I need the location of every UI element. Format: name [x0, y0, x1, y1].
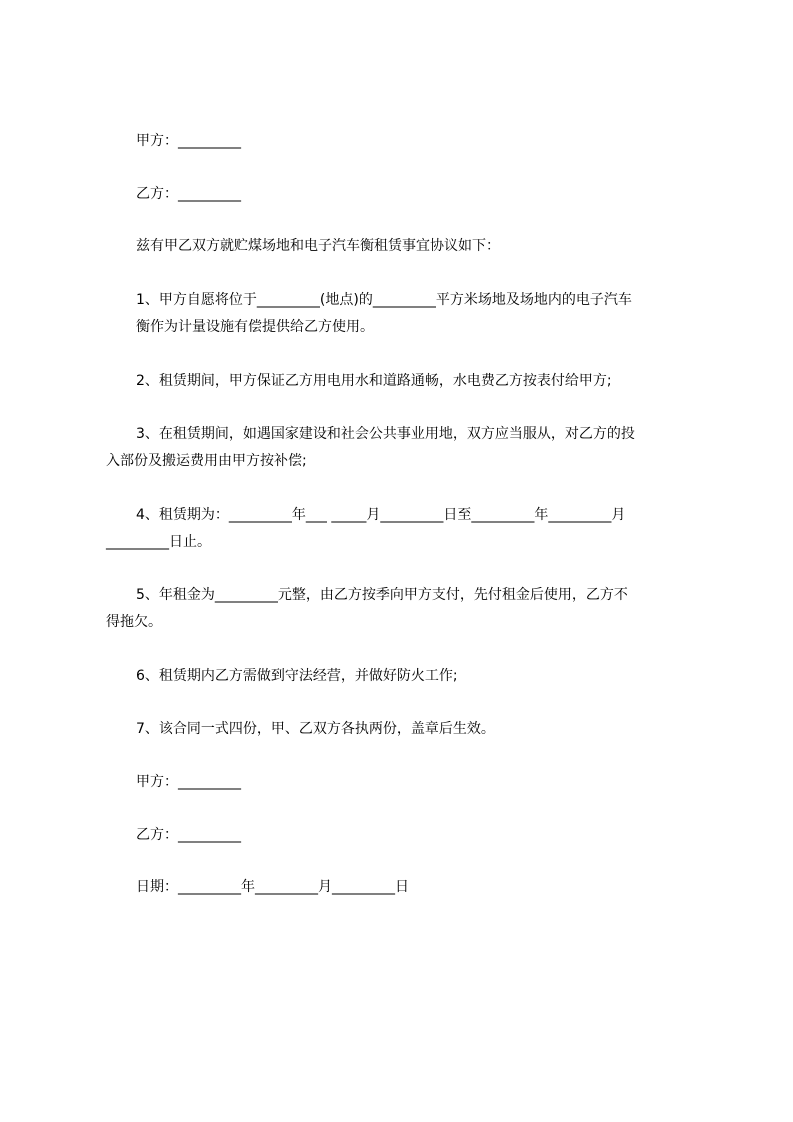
clause-5-line-1: 5、年租金为_________元整，由乙方按季向甲方支付，先付租金后使用，乙方不 — [136, 587, 628, 603]
signature-party-b: 乙方：_________ — [136, 827, 241, 843]
party-a-line: 甲方：_________ — [136, 133, 241, 149]
clause-1-line-2: 衡作为计量设施有偿提供给乙方使用。 — [136, 319, 374, 335]
signature-date: 日期：_________年_________月_________日 — [136, 879, 409, 895]
clause-3-line-1: 3、在租赁期间，如遇国家建设和社会公共事业用地，双方应当服从，对乙方的投 — [136, 426, 635, 442]
clause-4-line-2: _________日止。 — [106, 534, 211, 550]
clause-6-line-1: 6、租赁期内乙方需做到守法经营，并做好防火工作; — [136, 668, 458, 684]
clause-1-line-1: 1、甲方自愿将位于_________(地点)的_________平方米场地及场地内的电子汽车 — [136, 292, 632, 308]
intro-paragraph: 兹有甲乙双方就贮煤场地和电子汽车衡租赁事宜协议如下： — [136, 238, 500, 254]
clause-3-line-2: 入部份及搬运费用由甲方按补偿; — [106, 453, 307, 469]
clause-4-line-1: 4、租赁期为：_________年___ _____月_________日至_________年_________月 — [136, 507, 626, 523]
party-b-line: 乙方：_________ — [136, 186, 241, 202]
clause-2-line-1: 2、租赁期间，甲方保证乙方用电用水和道路通畅，水电费乙方按表付给甲方; — [136, 373, 612, 389]
signature-party-a: 甲方：_________ — [136, 774, 241, 790]
clause-7-line-1: 7、该合同一式四份，甲、乙双方各执两份，盖章后生效。 — [136, 721, 495, 737]
clause-5-line-2: 得拖欠。 — [106, 614, 162, 630]
